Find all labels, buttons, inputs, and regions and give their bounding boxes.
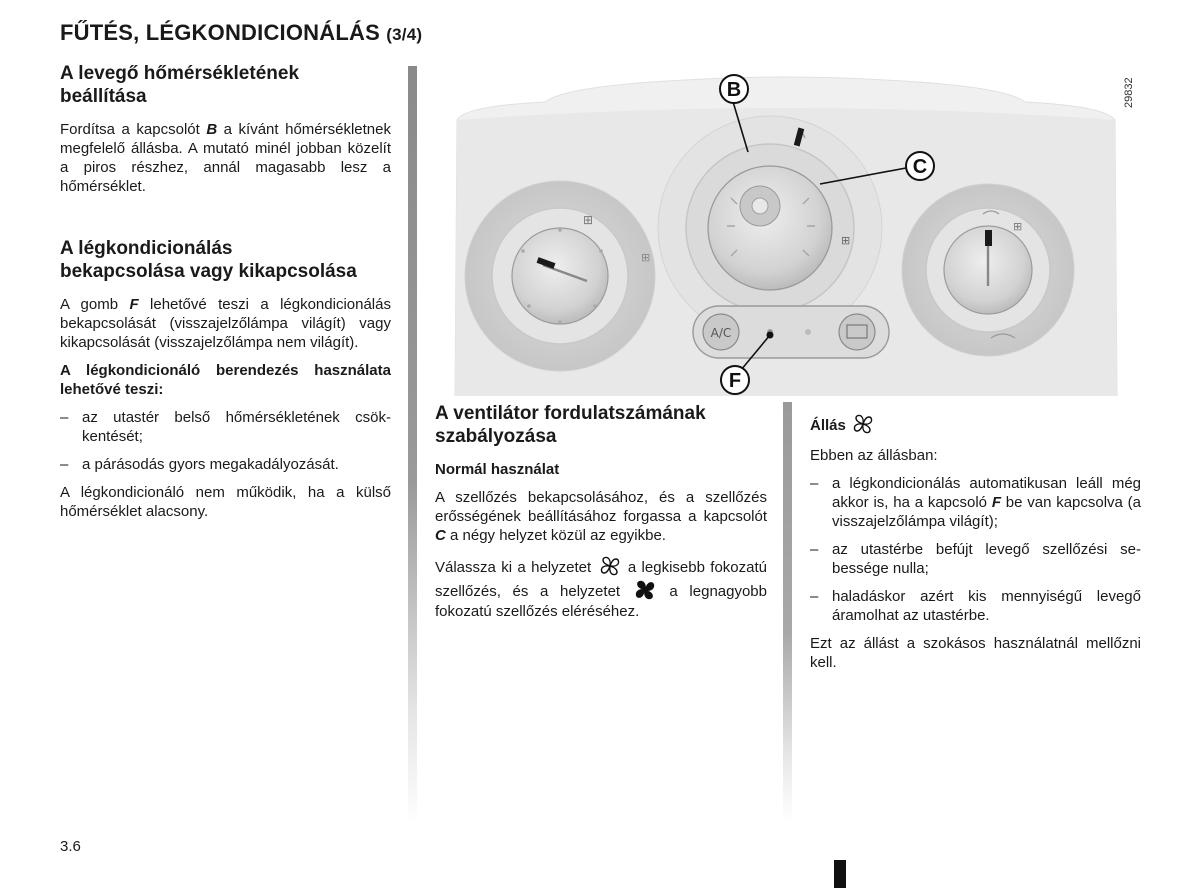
svg-text:⊞: ⊞ <box>641 251 651 264</box>
column-divider-left <box>408 66 417 826</box>
text-run: lehetővé teszi a légkondicionálás bekapcsolását (visszajelzőlámpa világít) vagy kikapcsolását (visszajelzőlámpa nem világít). <box>60 296 391 351</box>
list-item: – a párásodás gyors megakadályozását. <box>60 455 391 474</box>
key-letter-b: B <box>206 121 218 138</box>
text-run: be van kapcsolva (a visszajelzőlámpa világít); <box>832 494 1142 530</box>
svg-text:⊞: ⊞ <box>583 213 594 227</box>
section-title-temperature <box>60 62 391 108</box>
left-column <box>60 62 391 530</box>
list-item <box>810 474 1141 531</box>
column-divider-middle <box>783 402 792 822</box>
section-title-line: szabályozása <box>435 426 557 447</box>
page-title-text: FŰTÉS, LÉGKONDICIONÁLÁS <box>60 20 380 45</box>
text-run: a legkisebb fokozatú szellőzés, és a helyzetet <box>435 559 767 600</box>
section-title-line: A ventilátor fordulatszámának <box>435 403 706 424</box>
fan-positions-paragraph <box>435 554 767 621</box>
position-list <box>810 474 1141 625</box>
callout-f: F <box>728 370 742 392</box>
position-note: Ezt az állást a szokásos használatnál mellőzni kell. <box>810 635 1141 671</box>
section-title-line: bekapcsolása vagy kikapcsolása <box>60 261 357 282</box>
ac-usage-list <box>60 408 391 474</box>
temperature-paragraph <box>60 120 391 196</box>
position-heading <box>810 412 1141 436</box>
figure-number-text: 29832 <box>1123 77 1135 108</box>
fan-filled-icon <box>633 578 657 602</box>
subsection-title-normal-use: Normál használat <box>435 461 560 478</box>
key-letter-f: F <box>991 494 1001 511</box>
text-run: A szellőzés bekapcsolásához, és a szellőzés erősségének beállításához forgassa a kapcsolót <box>435 489 767 525</box>
text-run: a légkondicionálás automatikusan leáll még akkor is, ha a kapcsoló <box>832 475 1141 511</box>
control-panel-illustration <box>425 66 1145 396</box>
section-title-fan-speed <box>435 402 767 448</box>
text-run: a kívánt hőmérsékletnek megfelelő állásba. A mutató minél jobban közelít a piros részhez, annál magasabb lesz a hőmérséklet. <box>60 121 391 195</box>
text-run: A gomb <box>60 296 130 313</box>
section-title-line: A légkondicionálás <box>60 238 233 259</box>
text-run: a legnagyobb fokozatú szellőzés eléréséhez. <box>435 583 767 620</box>
fan-paragraph <box>435 488 767 545</box>
callout-b: B <box>726 79 742 101</box>
ac-button-label: A/C <box>710 326 732 340</box>
fan-outline-icon <box>851 412 875 436</box>
ac-note-paragraph: A légkondicionáló nem működik, ha a külső hőmérséklet alacsony. <box>60 484 391 520</box>
middle-column <box>435 402 767 630</box>
page-edge-marker <box>834 860 846 888</box>
right-column <box>810 412 1141 681</box>
key-letter-f: F <box>129 296 139 313</box>
text-run: Fordítsa a kapcsolót <box>60 121 207 138</box>
list-item: – az utastérbe befújt levegő szellőzési sebessége nulla; <box>810 540 1141 578</box>
page-number: 3.6 <box>60 838 81 855</box>
ac-paragraph <box>60 295 391 352</box>
position-heading-text: Állás <box>810 417 846 434</box>
text-run: Válassza ki a helyzetet <box>435 559 597 576</box>
page-part: (3/4) <box>386 25 423 44</box>
callout-c: C <box>912 156 928 178</box>
list-item: – az utastér belső hőmérsékletének csökkentését; <box>60 408 391 446</box>
fan-outline-icon <box>598 554 622 578</box>
section-title-line: A levegő hőmérsékletének <box>60 63 300 84</box>
section-title-ac <box>60 237 391 283</box>
text-run: a négy helyzet közül az egyikbe. <box>445 527 666 544</box>
figure-number <box>1112 68 1146 112</box>
key-letter-c: C <box>435 527 446 544</box>
page-title <box>60 20 422 46</box>
section-title-line: beállítása <box>60 86 147 107</box>
svg-text:⊞: ⊞ <box>1013 220 1023 233</box>
control-panel-figure <box>425 66 1145 396</box>
ac-usage-heading: A légkondicionáló berendezés használata lehetővé teszi: <box>60 362 391 398</box>
position-intro: Ebben az állásban: <box>810 447 938 464</box>
svg-text:⊞: ⊞ <box>841 234 851 247</box>
list-item: – haladáskor azért kis mennyiségű levegő áramolhat az utastérbe. <box>810 587 1141 625</box>
